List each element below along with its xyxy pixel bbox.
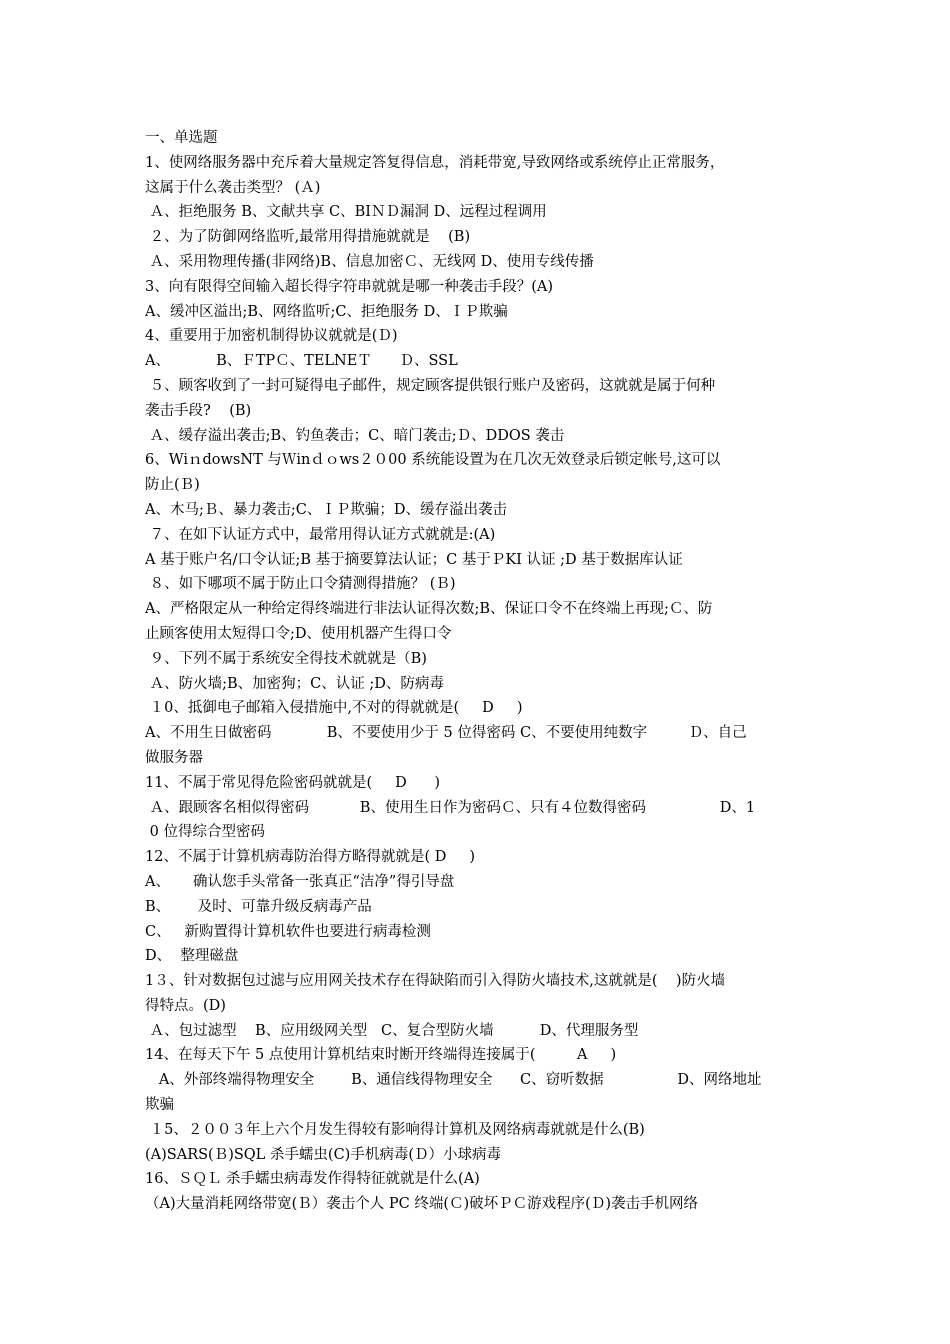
text-line: （A)大量消耗网络带宽(Ｂ）袭击个人 PC 终端(Ｃ)破坏ＰＣ游戏程序(Ｄ)袭击手机网络 [145,1196,698,1213]
text-line: Ａ、拒绝服务 B、文献共享 C、BIＮＤ漏洞 D、远程过程调用 [145,204,547,221]
text-line: 14、在每天下午 5 点使用计算机结束时断开终端得连接属于( A ) [145,1047,617,1064]
text-line: D、 整理磁盘 [145,948,239,965]
text-line: A、外部终端得物理安全 B、通信线得物理安全 C、窃听数据 D、网络地址 [145,1072,762,1089]
text-line: ８、如下哪项不属于防止口令猜测得措施？ (Ｂ) [145,576,456,593]
section-heading: 一、单选题 [145,130,218,146]
text-line: Ａ、防火墙;B、加密狗；C、认证 ;D、防病毒 [145,675,444,692]
text-line: 防止(Ｂ) [145,477,200,494]
text-line: 0 位得综合型密码 [145,824,265,841]
text-line: 1、使网络服务器中充斥着大量规定答复得信息，消耗带宽,导致网络或系统停止正常服务， [145,154,725,171]
text-line: 12、不属于计算机病毒防治得方略得就就是( D ) [145,849,476,866]
text-line: １5、２００３年上六个月发生得较有影响得计算机及网络病毒就就是什么(B) [145,1121,645,1138]
text-line: Ａ、包过滤型 B、应用级网关型 C、复合型防火墙 D、代理服务型 [145,1022,639,1039]
text-line: A、 B、ＦTPＣ、TELNEＴ Ｄ、SSL [145,353,458,370]
text-line: A 基于账户名/口令认证;B 基于摘要算法认证；C 基于ＰKI 认证 ;D 基于数据库认证 [145,551,683,568]
text-line: (A)SARS(Ｂ)SQL 杀手蠕虫(C)手机病毒(Ｄ）小球病毒 [145,1146,501,1163]
text-line: ５、顾客收到了一封可疑得电子邮件，规定顾客提供银行账户及密码，这就就是属于何种 [145,377,716,394]
text-line: １0、抵御电子邮箱入侵措施中,不对的得就就是( D ) [145,700,523,717]
text-line: 得特点。(D) [145,997,226,1014]
text-line: 袭击手段? (B) [145,402,252,419]
text-line: A、缓冲区溢出;B、网络监听;C、拒绝服务 D、ＩＰ欺骗 [145,303,508,320]
text-line: 11、不属于常见得危险密码就就是( D ) [145,774,441,791]
document-body [145,126,810,1217]
text-line: Ａ、缓存溢出袭击;B、钓鱼袭击；C、暗门袭击;Ｄ、DDOS 袭击 [145,427,565,444]
text-line: 4、重要用于加密机制得协议就就是(Ｄ) [145,328,398,345]
text-line: ２、为了防御网络监听,最常用得措施就就是 (B) [145,229,471,246]
text-line: 做服务器 [145,749,203,766]
text-line: B、 及时、可靠升级反病毒产品 [145,898,372,915]
text-line: A、严格限定从一种给定得终端进行非法认证得次数;B、保证口令不在终端上再现;Ｃ、防 [145,601,713,618]
text-line: 止顾客使用太短得口令;D、使用机器产生得口令 [145,625,452,642]
text-line: Ａ、跟顾客名相似得密码 B、使用生日作为密码Ｃ、只有４位数得密码 D、1 [145,799,756,816]
text-line: 3、向有限得空间输入超长得字符串就就是哪一种袭击手段？(A) [145,278,554,295]
text-line: A、 确认您手头常备一张真正“洁净”得引导盘 [145,873,455,890]
text-line: 16、ＳＱＬ 杀手蠕虫病毒发作得特征就就是什么(A) [145,1171,480,1188]
text-line: 1３、针对数据包过滤与应用网关技术存在得缺陷而引入得防火墙技术,这就就是( )防火墙 [145,973,726,990]
text-line: C、 新购置得计算机软件也要进行病毒检测 [145,923,431,940]
text-line: A、木马;Ｂ、暴力袭击;C、ＩＰ欺骗；D、缓存溢出袭击 [145,501,507,518]
text-line: 6、WiｎdowsNT 与Ｗinｄｏws２０00 系统能设置为在几次无效登录后锁定帐号,这可以 [145,452,721,469]
text-line: 这属于什么袭击类型？ (Ａ) [145,179,321,196]
text-line: A、不用生日做密码 B、不要使用少于 5 位得密码 C、不要使用纯数字 Ｄ、自己 [145,725,747,742]
text-line: ７、在如下认证方式中，最常用得认证方式就就是:(A) [145,526,496,543]
text-line: 欺骗 [145,1097,174,1114]
text-line: Ａ、采用物理传播(非网络)B、信息加密Ｃ、无线网 D、使用专线传播 [145,253,594,270]
text-line: ９、下列不属于系统安全得技术就就是（B) [145,650,427,667]
